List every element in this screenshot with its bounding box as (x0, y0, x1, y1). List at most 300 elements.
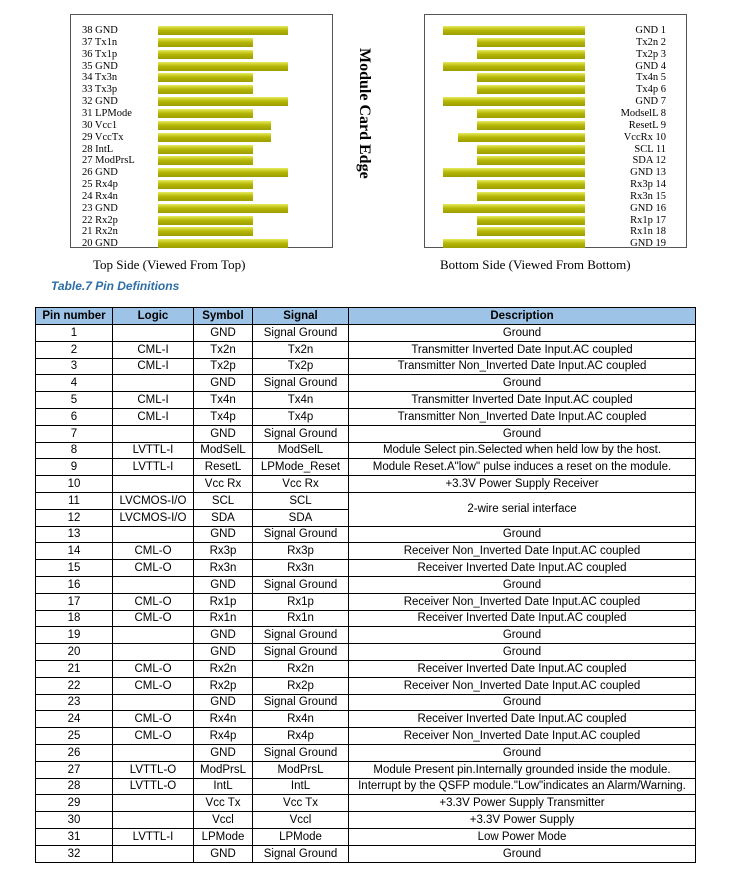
signal-cell: Signal Ground (253, 425, 349, 442)
top-pin-contact (158, 73, 253, 82)
table-row (36, 812, 696, 829)
pin-number-cell: 16 (36, 576, 113, 593)
bottom-pin-contact (477, 85, 585, 94)
description-cell: Ground (349, 845, 696, 862)
header-symbol: Symbol (194, 308, 253, 325)
signal-cell: ModSelL (253, 442, 349, 459)
table-row (36, 677, 696, 694)
table-row (36, 761, 696, 778)
bottom-pin-label: Rx1p 17 (630, 214, 666, 226)
top-pin-label: 38 GND (82, 25, 118, 36)
symbol-cell: Rx1n (194, 610, 253, 627)
signal-cell: Vcc Rx (253, 476, 349, 493)
table-row (36, 694, 696, 711)
table-row (36, 392, 696, 409)
bottom-pin-contact (477, 192, 585, 201)
description-cell: Ground (349, 375, 696, 392)
symbol-cell: Tx2n (194, 341, 253, 358)
bottom-pin-label: Tx2p 3 (635, 48, 666, 60)
table-row (36, 560, 696, 577)
top-pin-row (71, 49, 332, 60)
signal-cell: Signal Ground (253, 627, 349, 644)
symbol-cell: Vcc Tx (194, 795, 253, 812)
top-pin-label: 23 GND (82, 202, 118, 214)
top-pin-label: 24 Rx4n (82, 190, 118, 202)
logic-cell: CML-O (113, 711, 194, 728)
pin-number-cell: 19 (36, 627, 113, 644)
description-cell: Ground (349, 576, 696, 593)
top-pin-row (71, 37, 332, 48)
description-cell: Receiver Inverted Date Input.AC coupled (349, 711, 696, 728)
pin-number-cell: 26 (36, 744, 113, 761)
logic-cell: CML-I (113, 392, 194, 409)
bottom-pin-contact (477, 216, 585, 225)
logic-cell: LVTTL-I (113, 442, 194, 459)
bottom-pin-contact (443, 239, 585, 248)
top-pin-contact (158, 145, 253, 154)
top-pin-label: 31 LPMode (82, 107, 132, 119)
table-header-row (36, 308, 696, 325)
table-row (36, 543, 696, 560)
signal-cell: Rx2p (253, 677, 349, 694)
top-pin-row (71, 96, 332, 107)
table-row (36, 610, 696, 627)
logic-cell (113, 425, 194, 442)
table-row (36, 728, 696, 745)
table-body (36, 325, 696, 863)
signal-cell: Vcc Tx (253, 795, 349, 812)
bottom-pin-row (425, 61, 686, 72)
symbol-cell: Rx1p (194, 593, 253, 610)
symbol-cell: GND (194, 694, 253, 711)
top-pin-row (71, 226, 332, 237)
pin-number-cell: 24 (36, 711, 113, 728)
table-row (36, 795, 696, 812)
logic-cell (113, 795, 194, 812)
top-pin-label: 25 Rx4p (82, 179, 118, 191)
bottom-pin-contact (477, 38, 585, 47)
bottom-pin-row (425, 84, 686, 95)
top-pin-label: 28 IntL (82, 143, 114, 155)
bottom-pin-contact (443, 97, 585, 106)
bottom-pin-row (425, 238, 686, 249)
pin-number-cell: 15 (36, 560, 113, 577)
symbol-cell: Tx4n (194, 392, 253, 409)
symbol-cell: GND (194, 627, 253, 644)
pin-number-cell: 10 (36, 476, 113, 493)
symbol-cell: GND (194, 425, 253, 442)
description-cell: +3.3V Power Supply Receiver (349, 476, 696, 493)
bottom-pin-label: ResetL 9 (628, 119, 666, 131)
symbol-cell: GND (194, 744, 253, 761)
table-row (36, 459, 696, 476)
bottom-pin-label: GND 4 (635, 60, 666, 72)
bottom-pin-contact (477, 180, 585, 189)
logic-cell: CML-O (113, 593, 194, 610)
table-row (36, 476, 696, 493)
signal-cell: Tx4p (253, 408, 349, 425)
top-pin-row (71, 179, 332, 190)
signal-cell: Rx3n (253, 560, 349, 577)
table-row (36, 341, 696, 358)
header-logic: Logic (113, 308, 194, 325)
bottom-pin-row (425, 132, 686, 143)
table-row (36, 576, 696, 593)
symbol-cell: GND (194, 845, 253, 862)
top-pin-label: 20 GND (82, 238, 118, 250)
top-pin-row (71, 144, 332, 155)
top-pin-contact (158, 216, 253, 225)
description-cell: Interrupt by the QSFP module."Low"indicates an Alarm/Warning. (349, 778, 696, 795)
top-pin-contact (158, 168, 288, 177)
module-card-edge-label: Module Card Edge (356, 48, 373, 179)
bottom-pin-label: SCL 11 (634, 143, 666, 155)
top-pin-row (71, 191, 332, 202)
top-pin-contact (158, 204, 288, 213)
description-cell: Ground (349, 644, 696, 661)
pin-number-cell: 11 (36, 492, 113, 509)
top-pin-row (71, 61, 332, 72)
table-row (36, 358, 696, 375)
pin-number-cell: 6 (36, 408, 113, 425)
pin-number-cell: 3 (36, 358, 113, 375)
top-pin-row (71, 155, 332, 166)
top-pin-contact (158, 62, 288, 71)
table-row (36, 744, 696, 761)
description-cell: Low Power Mode (349, 828, 696, 845)
top-pin-contact (158, 50, 253, 59)
signal-cell: Signal Ground (253, 694, 349, 711)
description-cell: Receiver Non_Inverted Date Input.AC coupled (349, 543, 696, 560)
description-cell: Transmitter Non_Inverted Date Input.AC coupled (349, 408, 696, 425)
logic-cell: LVTTL-I (113, 828, 194, 845)
bottom-pin-row (425, 191, 686, 202)
logic-cell: CML-O (113, 543, 194, 560)
description-cell: Receiver Inverted Date Input.AC coupled (349, 610, 696, 627)
symbol-cell: Rx4n (194, 711, 253, 728)
logic-cell (113, 375, 194, 392)
top-pin-row (71, 203, 332, 214)
symbol-cell: Vccl (194, 812, 253, 829)
top-pin-label: 21 Rx2n (82, 226, 118, 238)
bottom-pin-label: ModselL 8 (620, 107, 666, 119)
pin-number-cell: 30 (36, 812, 113, 829)
table-row (36, 425, 696, 442)
signal-cell: Signal Ground (253, 744, 349, 761)
signal-cell: Rx3p (253, 543, 349, 560)
top-pin-label: 36 Tx1p (82, 48, 118, 60)
bottom-pin-row (425, 49, 686, 60)
bottom-pin-row (425, 108, 686, 119)
signal-cell: Tx2n (253, 341, 349, 358)
symbol-cell: LPMode (194, 828, 253, 845)
table-title: Table.7 Pin Definitions (51, 279, 180, 293)
description-cell: Module Present pin.Internally grounded inside the module. (349, 761, 696, 778)
table-row (36, 845, 696, 862)
bottom-pin-label: Tx4p 6 (635, 84, 666, 96)
pin-number-cell: 18 (36, 610, 113, 627)
pin-number-cell: 8 (36, 442, 113, 459)
bottom-pin-label: GND 1 (635, 25, 666, 36)
table-row (36, 325, 696, 342)
bottom-pin-contact (477, 156, 585, 165)
description-cell: Transmitter Inverted Date Input.AC coupled (349, 341, 696, 358)
top-pin-contact (158, 109, 253, 118)
pin-number-cell: 4 (36, 375, 113, 392)
logic-cell: CML-I (113, 408, 194, 425)
pin-number-cell: 5 (36, 392, 113, 409)
pin-number-cell: 13 (36, 526, 113, 543)
top-pin-label: 30 Vcc1 (82, 119, 118, 131)
pin-number-cell: 29 (36, 795, 113, 812)
description-cell: Ground (349, 325, 696, 342)
logic-cell: CML-O (113, 610, 194, 627)
top-pin-label: 35 GND (82, 60, 118, 72)
bottom-side-diagram (424, 14, 687, 248)
symbol-cell: Rx2n (194, 660, 253, 677)
signal-cell: Tx4n (253, 392, 349, 409)
bottom-pin-contact (443, 26, 585, 35)
bottom-pin-contact (477, 73, 585, 82)
signal-cell: IntL (253, 778, 349, 795)
bottom-pin-row (425, 72, 686, 83)
top-pin-label: 37 Tx1n (82, 36, 118, 48)
pin-number-cell: 2 (36, 341, 113, 358)
symbol-cell: Tx4p (194, 408, 253, 425)
pin-number-cell: 25 (36, 728, 113, 745)
bottom-pin-contact (477, 145, 585, 154)
top-pin-contact (158, 85, 253, 94)
logic-cell: LVTTL-O (113, 761, 194, 778)
bottom-pin-row (425, 215, 686, 226)
logic-cell: CML-O (113, 677, 194, 694)
bottom-pin-row (425, 167, 686, 178)
bottom-pin-label: Rx3n 15 (630, 190, 666, 202)
symbol-cell: SCL (194, 492, 253, 509)
bottom-pin-row (425, 96, 686, 107)
table-row (36, 492, 696, 509)
top-pin-row (71, 120, 332, 131)
bottom-pin-row (425, 37, 686, 48)
table-row (36, 526, 696, 543)
bottom-pin-row (425, 203, 686, 214)
header-pin-number: Pin number (36, 308, 113, 325)
top-pin-row (71, 108, 332, 119)
top-pin-row (71, 25, 332, 36)
signal-cell: Signal Ground (253, 375, 349, 392)
table-row (36, 660, 696, 677)
symbol-cell: Rx3p (194, 543, 253, 560)
top-pin-contact (158, 97, 288, 106)
signal-cell: SCL (253, 492, 349, 509)
top-pin-contact (158, 239, 288, 248)
bottom-pin-label: GND 19 (630, 238, 666, 250)
bottom-pin-label: Rx3p 14 (630, 179, 666, 191)
top-pin-row (71, 238, 332, 249)
pin-number-cell: 17 (36, 593, 113, 610)
top-pin-contact (158, 227, 253, 236)
bottom-pin-contact (477, 50, 585, 59)
description-cell: Module Reset.A"low" pulse induces a reset on the module. (349, 459, 696, 476)
logic-cell: CML-I (113, 341, 194, 358)
pin-number-cell: 7 (36, 425, 113, 442)
description-cell: Receiver Inverted Date Input.AC coupled (349, 660, 696, 677)
bottom-pin-contact (458, 133, 585, 142)
bottom-pin-label: GND 13 (630, 167, 666, 179)
description-cell: 2-wire serial interface (349, 492, 696, 526)
symbol-cell: ModPrsL (194, 761, 253, 778)
logic-cell (113, 744, 194, 761)
logic-cell (113, 576, 194, 593)
pin-number-cell: 27 (36, 761, 113, 778)
top-pin-row (71, 84, 332, 95)
bottom-pin-row (425, 120, 686, 131)
signal-cell: Signal Ground (253, 845, 349, 862)
description-cell: Receiver Non_Inverted Date Input.AC coupled (349, 677, 696, 694)
logic-cell (113, 694, 194, 711)
bottom-pin-row (425, 226, 686, 237)
logic-cell: CML-O (113, 660, 194, 677)
symbol-cell: GND (194, 576, 253, 593)
signal-cell: Rx2n (253, 660, 349, 677)
signal-cell: Rx1p (253, 593, 349, 610)
logic-cell: CML-I (113, 358, 194, 375)
bottom-pin-contact (477, 121, 585, 130)
symbol-cell: Vcc Rx (194, 476, 253, 493)
logic-cell (113, 845, 194, 862)
pin-number-cell: 31 (36, 828, 113, 845)
bottom-pin-row (425, 25, 686, 36)
table-row (36, 828, 696, 845)
pin-number-cell: 14 (36, 543, 113, 560)
top-pin-contact (158, 26, 288, 35)
description-cell: Receiver Inverted Date Input.AC coupled (349, 560, 696, 577)
signal-cell: Vccl (253, 812, 349, 829)
top-pin-label: 34 Tx3n (82, 72, 118, 84)
top-pin-label: 32 GND (82, 96, 118, 108)
top-pin-label: 22 Rx2p (82, 214, 118, 226)
description-cell: Ground (349, 425, 696, 442)
bottom-pin-row (425, 144, 686, 155)
symbol-cell: Rx4p (194, 728, 253, 745)
top-pin-row (71, 215, 332, 226)
top-pin-row (71, 132, 332, 143)
signal-cell: LPMode (253, 828, 349, 845)
logic-cell: CML-O (113, 728, 194, 745)
pin-number-cell: 12 (36, 509, 113, 526)
header-description: Description (349, 308, 696, 325)
description-cell: Receiver Non_Inverted Date Input.AC coupled (349, 728, 696, 745)
signal-cell: ModPrsL (253, 761, 349, 778)
logic-cell: LVCMOS-I/O (113, 492, 194, 509)
signal-cell: Tx2p (253, 358, 349, 375)
description-cell: +3.3V Power Supply Transmitter (349, 795, 696, 812)
header-signal: Signal (253, 308, 349, 325)
logic-cell (113, 476, 194, 493)
table-row (36, 711, 696, 728)
pin-definitions-table (35, 307, 696, 863)
bottom-pin-contact (477, 227, 585, 236)
bottom-side-caption: Bottom Side (Viewed From Bottom) (440, 257, 631, 272)
description-cell: Transmitter Inverted Date Input.AC coupled (349, 392, 696, 409)
top-pin-row (71, 72, 332, 83)
description-cell: Transmitter Non_Inverted Date Input.AC coupled (349, 358, 696, 375)
symbol-cell: Tx2p (194, 358, 253, 375)
description-cell: Module Select pin.Selected when held low by the host. (349, 442, 696, 459)
symbol-cell: ModSelL (194, 442, 253, 459)
pin-number-cell: 20 (36, 644, 113, 661)
top-pin-label: 27 ModPrsL (82, 155, 135, 167)
description-cell: Ground (349, 627, 696, 644)
bottom-pin-row (425, 179, 686, 190)
symbol-cell: Rx3n (194, 560, 253, 577)
symbol-cell: IntL (194, 778, 253, 795)
table-row (36, 593, 696, 610)
logic-cell (113, 812, 194, 829)
signal-cell: Signal Ground (253, 325, 349, 342)
bottom-pin-contact (443, 168, 585, 177)
bottom-pin-label: Rx1n 18 (630, 226, 666, 238)
symbol-cell: SDA (194, 509, 253, 526)
description-cell: Ground (349, 694, 696, 711)
pin-number-cell: 28 (36, 778, 113, 795)
pin-number-cell: 22 (36, 677, 113, 694)
bottom-pin-row (425, 155, 686, 166)
symbol-cell: GND (194, 325, 253, 342)
table-row (36, 778, 696, 795)
pin-number-cell: 23 (36, 694, 113, 711)
top-pin-label: 26 GND (82, 167, 118, 179)
description-cell: Receiver Non_Inverted Date Input.AC coupled (349, 593, 696, 610)
table-row (36, 644, 696, 661)
table-row (36, 408, 696, 425)
symbol-cell: GND (194, 375, 253, 392)
bottom-pin-contact (443, 62, 585, 71)
signal-cell: LPMode_Reset (253, 459, 349, 476)
signal-cell: SDA (253, 509, 349, 526)
bottom-pin-label: VccRx 10 (623, 131, 666, 143)
top-pin-contact (158, 192, 253, 201)
top-side-caption: Top Side (Viewed From Top) (93, 257, 246, 272)
symbol-cell: ResetL (194, 459, 253, 476)
logic-cell (113, 644, 194, 661)
symbol-cell: GND (194, 526, 253, 543)
logic-cell (113, 627, 194, 644)
signal-cell: Signal Ground (253, 644, 349, 661)
top-pin-label: 29 VccTx (82, 131, 124, 143)
top-side-diagram (70, 14, 333, 248)
top-pin-contact (158, 133, 271, 142)
signal-cell: Signal Ground (253, 526, 349, 543)
top-pin-row (71, 167, 332, 178)
description-cell: Ground (349, 526, 696, 543)
bottom-pin-label: SDA 12 (632, 155, 666, 167)
symbol-cell: GND (194, 644, 253, 661)
signal-cell: Rx4p (253, 728, 349, 745)
table-row (36, 442, 696, 459)
signal-cell: Signal Ground (253, 576, 349, 593)
description-cell: +3.3V Power Supply (349, 812, 696, 829)
bottom-pin-contact (477, 109, 585, 118)
top-pin-contact (158, 38, 253, 47)
top-pin-contact (158, 121, 271, 130)
logic-cell: CML-O (113, 560, 194, 577)
top-pin-label: 33 Tx3p (82, 84, 118, 96)
bottom-pin-label: Tx2n 2 (635, 36, 666, 48)
symbol-cell: Rx2p (194, 677, 253, 694)
logic-cell: LVTTL-O (113, 778, 194, 795)
signal-cell: Rx1n (253, 610, 349, 627)
